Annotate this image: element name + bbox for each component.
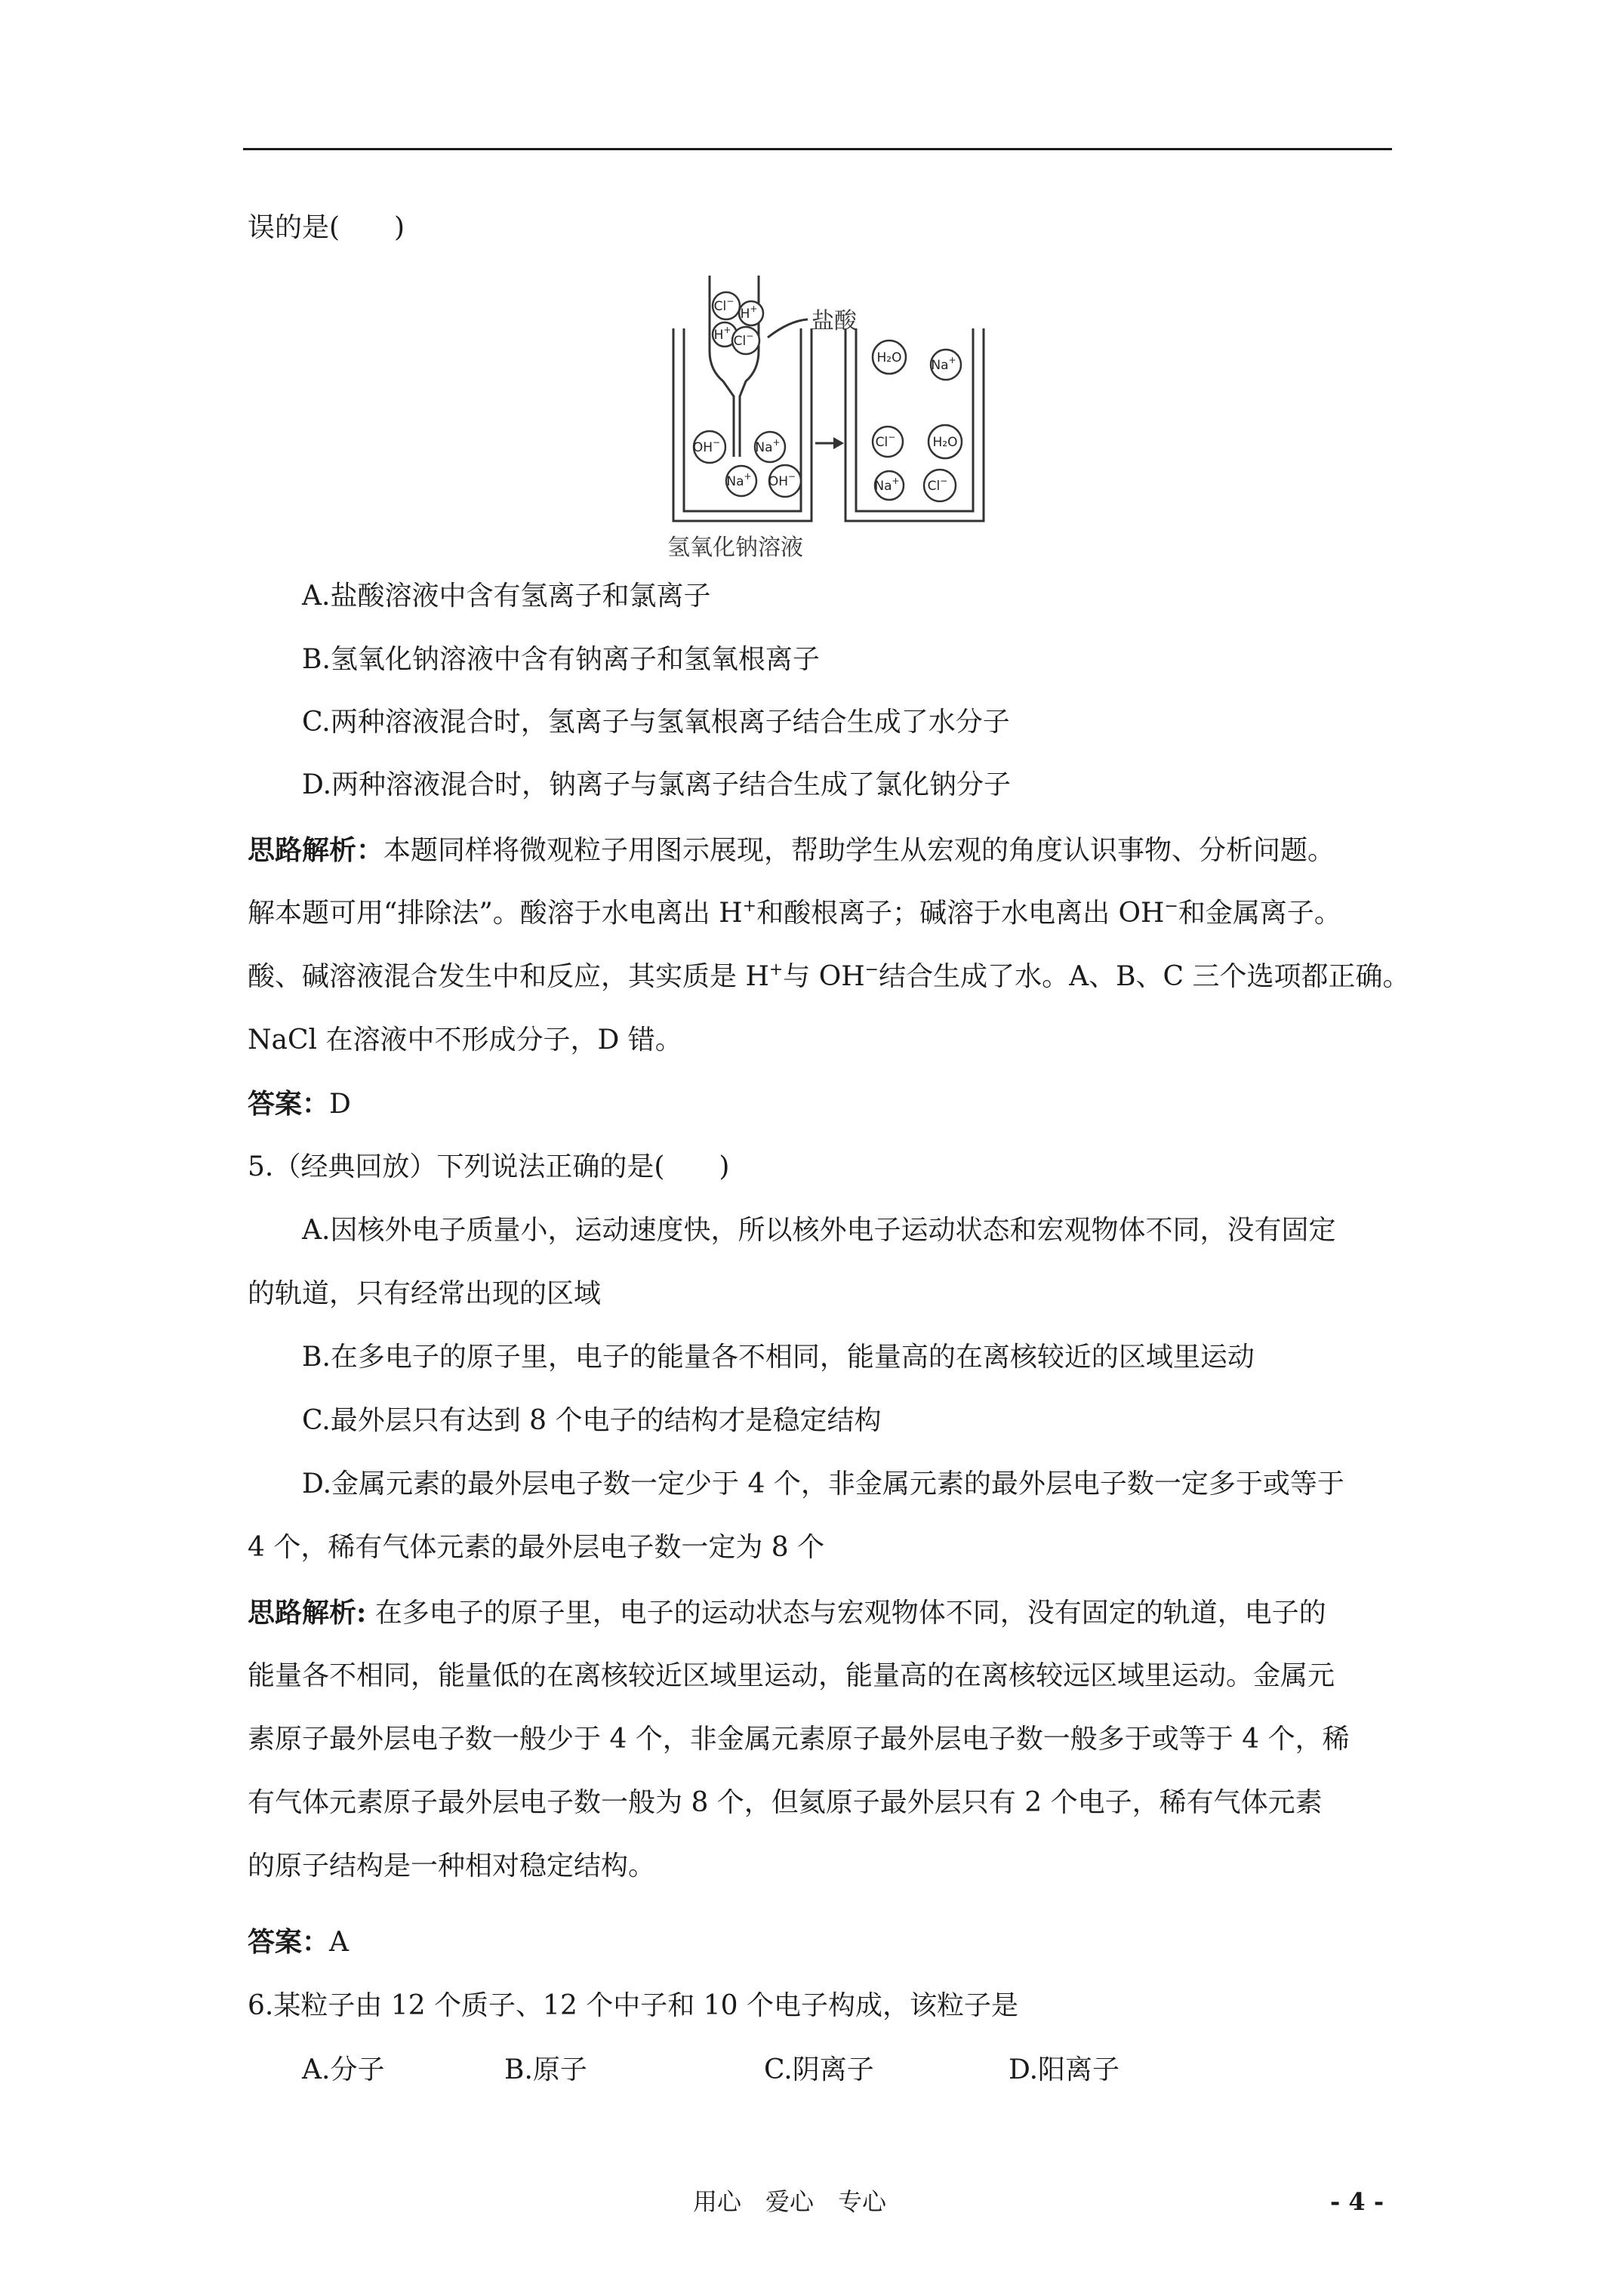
q5-analysis-line-4: 有气体元素原子最外层电子数一般为 8 个，但氦原子最外层只有 2 个电子，稀有气体元素 — [248, 1787, 1323, 1818]
q4-analysis-line-3: 酸、碱溶液混合发生中和反应，其实质是 H+与 OH−结合生成了水。A、B、C 三个选项都正确。 — [248, 960, 1410, 992]
q5-stem: 5.（经典回放）下列说法正确的是( ) — [248, 1151, 730, 1182]
header-rule — [243, 148, 1392, 150]
q6-option-a: A.分子 — [302, 2054, 385, 2085]
q5-option-a-line-1: A.因核外电子质量小，运动速度快，所以核外电子运动状态和宏观物体不同，没有固定 — [302, 1215, 1336, 1246]
q4-option-b: B.氢氧化钠溶液中含有钠离子和氢氧根离子 — [302, 644, 820, 675]
q5-analysis-label: 思路解析: — [248, 1597, 367, 1629]
page-number: - 4 - — [1330, 2187, 1384, 2216]
neutralization-diagram — [664, 268, 996, 570]
svg-text:Na+: Na+ — [755, 437, 781, 455]
q5-analysis-line-5: 的原子结构是一种相对稳定结构。 — [248, 1851, 656, 1881]
q5-option-b: B.在多电子的原子里，电子的能量各不相同，能量高的在离核较近的区域里运动 — [302, 1342, 1255, 1373]
svg-text:H₂O: H₂O — [932, 435, 958, 450]
q6-option-b: B.原子 — [504, 2054, 587, 2085]
q5-option-d-line-1: D.金属元素的最外层电子数一定少于 4 个，非金属元素的最外层电子数一定多于或等于 — [302, 1469, 1344, 1499]
q5-option-a-line-2: 的轨道，只有经常出现的区域 — [248, 1278, 602, 1309]
q5-option-d-line-2: 4 个，稀有气体元素的最外层电子数一定为 8 个 — [248, 1532, 825, 1563]
q4-analysis-line-1: 思路解析：本题同样将微观粒子用图示展现，帮助学生从宏观的角度认识事物、分析问题。 — [248, 834, 1335, 866]
q4-analysis-line-4: NaCl 在溶液中不形成分子，D 错。 — [248, 1025, 682, 1056]
q4-stem-tail: 误的是( ) — [248, 212, 405, 243]
q4-analysis-line-2: 解本题可用“排除法”。酸溶于水电离出 H+和酸根离子；碱溶于水电离出 OH−和金属离子。 — [248, 897, 1341, 929]
svg-text:Na+: Na+ — [931, 355, 956, 373]
footer-slogan: 用心 爱心 专心 — [693, 2187, 887, 2216]
q4-analysis-label: 思路解析： — [248, 834, 384, 866]
reaction-arrow — [815, 437, 844, 449]
svg-text:H+: H+ — [740, 304, 758, 322]
svg-text:H₂O: H₂O — [876, 350, 902, 365]
svg-text:OH−: OH− — [692, 437, 721, 455]
svg-text:Cl−: Cl− — [713, 296, 735, 314]
q4-option-a: A.盐酸溶液中含有氢离子和氯离子 — [302, 581, 711, 612]
right-beaker — [845, 328, 984, 521]
svg-text:Cl−: Cl− — [733, 331, 754, 349]
svg-text:Cl−: Cl− — [875, 432, 896, 450]
q4-answer: 答案：D — [248, 1088, 351, 1120]
label-sodium-hydroxide: 氢氧化钠溶液 — [667, 535, 803, 561]
q6-stem: 6.某粒子由 12 个质子、12 个中子和 10 个电子构成，该粒子是 — [248, 1990, 1018, 2021]
label-hydrochloric-acid: 盐酸 — [812, 308, 857, 334]
q4-option-d: D.两种溶液混合时，钠离子与氯离子结合生成了氯化钠分子 — [302, 769, 1012, 800]
q5-analysis-line-1: 思路解析: 在多电子的原子里，电子的运动状态与宏观物体不同，没有固定的轨道，电子的 — [248, 1597, 1326, 1629]
svg-text:Na+: Na+ — [874, 476, 900, 494]
q5-option-c: C.最外层只有达到 8 个电子的结构才是稳定结构 — [302, 1405, 882, 1436]
q6-option-c: C.阴离子 — [764, 2054, 874, 2085]
svg-text:H+: H+ — [713, 325, 731, 343]
q5-answer: 答案：A — [248, 1926, 350, 1958]
svg-text:OH−: OH− — [768, 471, 796, 489]
q6-option-d: D.阳离子 — [1009, 2054, 1120, 2085]
svg-text:Na+: Na+ — [726, 471, 752, 489]
svg-text:Cl−: Cl− — [927, 476, 948, 494]
q5-analysis-line-2: 能量各不相同，能量低的在离核较近区域里运动，能量高的在离核较远区域里运动。金属元 — [248, 1660, 1335, 1691]
q5-analysis-line-3: 素原子最外层电子数一般少于 4 个，非金属元素原子最外层电子数一般多于或等于 4 个，稀 — [248, 1724, 1350, 1755]
q4-option-c: C.两种溶液混合时，氢离子与氢氧根离子结合生成了水分子 — [302, 707, 1010, 738]
